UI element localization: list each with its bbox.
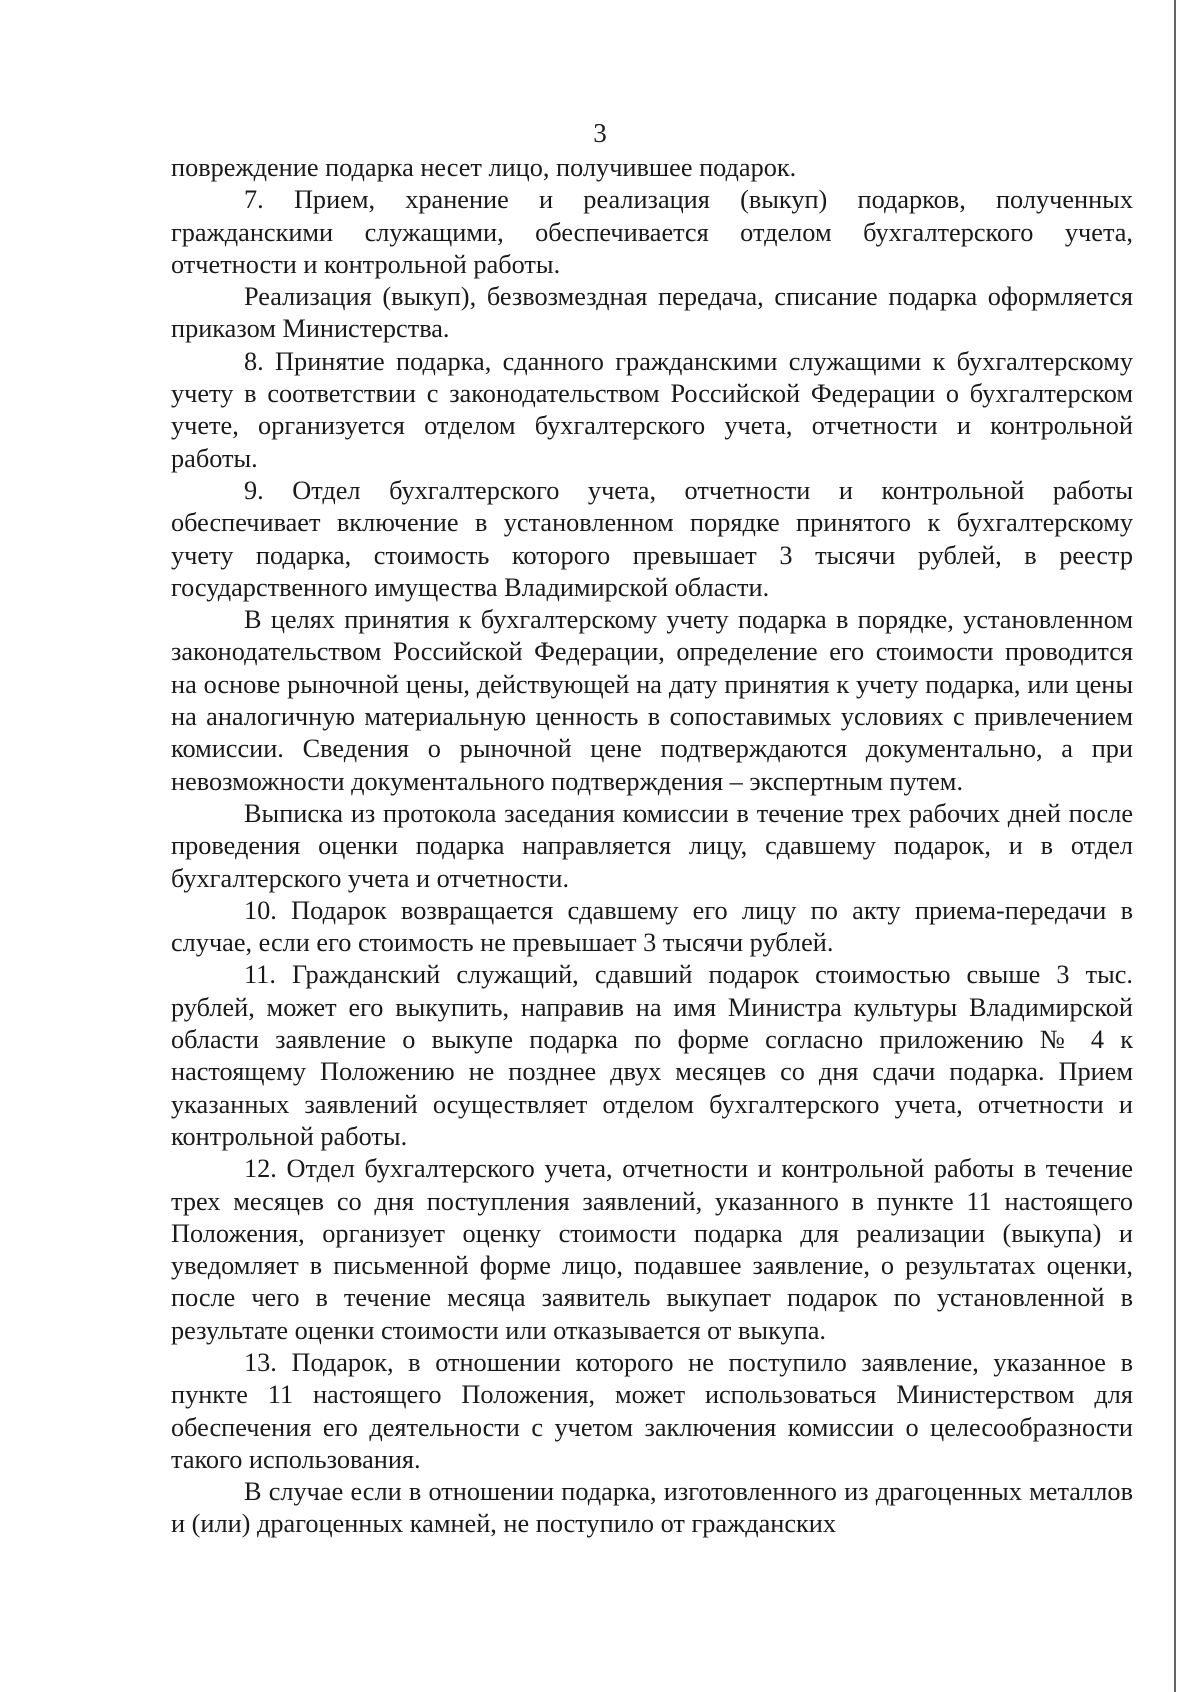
paragraph-item-10: 10. Подарок возвращается сдавшему его лицу по акту приема-передачи в случае, если его стоимость не превышает 3 тысячи рублей.: [171, 895, 1133, 958]
paragraph-item-11: 11. Гражданский служащий, сдавший подарок стоимостью свыше 3 тыс. рублей, может его выкупить, направив на имя Министра культуры Владимирской области заявление о выкупе подарка по форме согласно приложению № 4 к настоящему Положению не позднее двух месяцев со дня сдачи подарка. Прием указанных заявлений осуществляет отделом бухгалтерского учета, отчетности и контрольной работы.: [171, 960, 1133, 1151]
paragraph-continuation: повреждение подарка несет лицо, получившее подарок.: [171, 153, 797, 182]
paragraph-protocol-extract: Выписка из протокола заседания комиссии в течение трех рабочих дней после проведения оценки подарка направляется лицу, сдавшему подарок, и в отдел бухгалтерского учета и отчетности.: [171, 798, 1133, 893]
paragraph-precious-metals: В случае если в отношении подарка, изготовленного из драгоценных металлов и (или) драгоценных камней, не поступило от гражданских: [171, 1477, 1133, 1539]
paragraph-item-9: 9. Отдел бухгалтерского учета, отчетности и контрольной работы обеспечивает включение в установленном порядке принятого к бухгалтерскому учету подарка, стоимость которого превышает 3 тысячи рублей, в реестр государственного имущества Владимирской области.: [171, 475, 1133, 602]
paragraph-item-8: 8. Принятие подарка, сданного гражданскими служащими к бухгалтерскому учету в соответствии с законодательством Российской Федерации о бухгалтерском учете, организуется отделом бухгалтерского учета, отчетности и контрольной работы.: [171, 346, 1133, 473]
page-edge-line: [1174, 0, 1176, 1692]
paragraph-valuation: В целях принятия к бухгалтерскому учету подарка в порядке, установленном законодательством Российской Федерации, определение его стоимости проводится на основе рыночной цены, действующей на дату принятия к учету подарка, или цены на аналогичную материальную ценность в сопоставимых условиях с привлечением комиссии. Сведения о рыночной цене подтверждаются документально, а при невозможности документального подтверждения – экспертным путем.: [171, 605, 1133, 796]
paragraph-item-12: 12. Отдел бухгалтерского учета, отчетности и контрольной работы в течение трех месяцев со дня поступления заявлений, указанного в пункте 11 настоящего Положения, организует оценку стоимости подарка для реализации (выкупа) и уведомляет в письменной форме лицо, подавшее заявление, о результатах оценки, после чего в течение месяца заявитель выкупает подарок по установленной в результате оценки стоимости или отказывается от выкупа.: [171, 1154, 1133, 1345]
paragraph-sale-order: Реализация (выкуп), безвозмездная передача, списание подарка оформляется приказом Министерства.: [171, 282, 1133, 344]
paragraph-item-13: 13. Подарок, в отношении которого не поступило заявление, указанное в пункте 11 настоящего Положения, может использоваться Министерством для обеспечения его деятельности с учетом заключения комиссии о целесообразности такого использования.: [171, 1347, 1133, 1474]
document-body: [171, 152, 1133, 1541]
page-number: 3: [593, 118, 607, 148]
paragraph-item-7: 7. Прием, хранение и реализация (выкуп) подарков, полученных гражданскими служащими, обеспечивается отделом бухгалтерского учета, отчетности и контрольной работы.: [171, 185, 1133, 279]
